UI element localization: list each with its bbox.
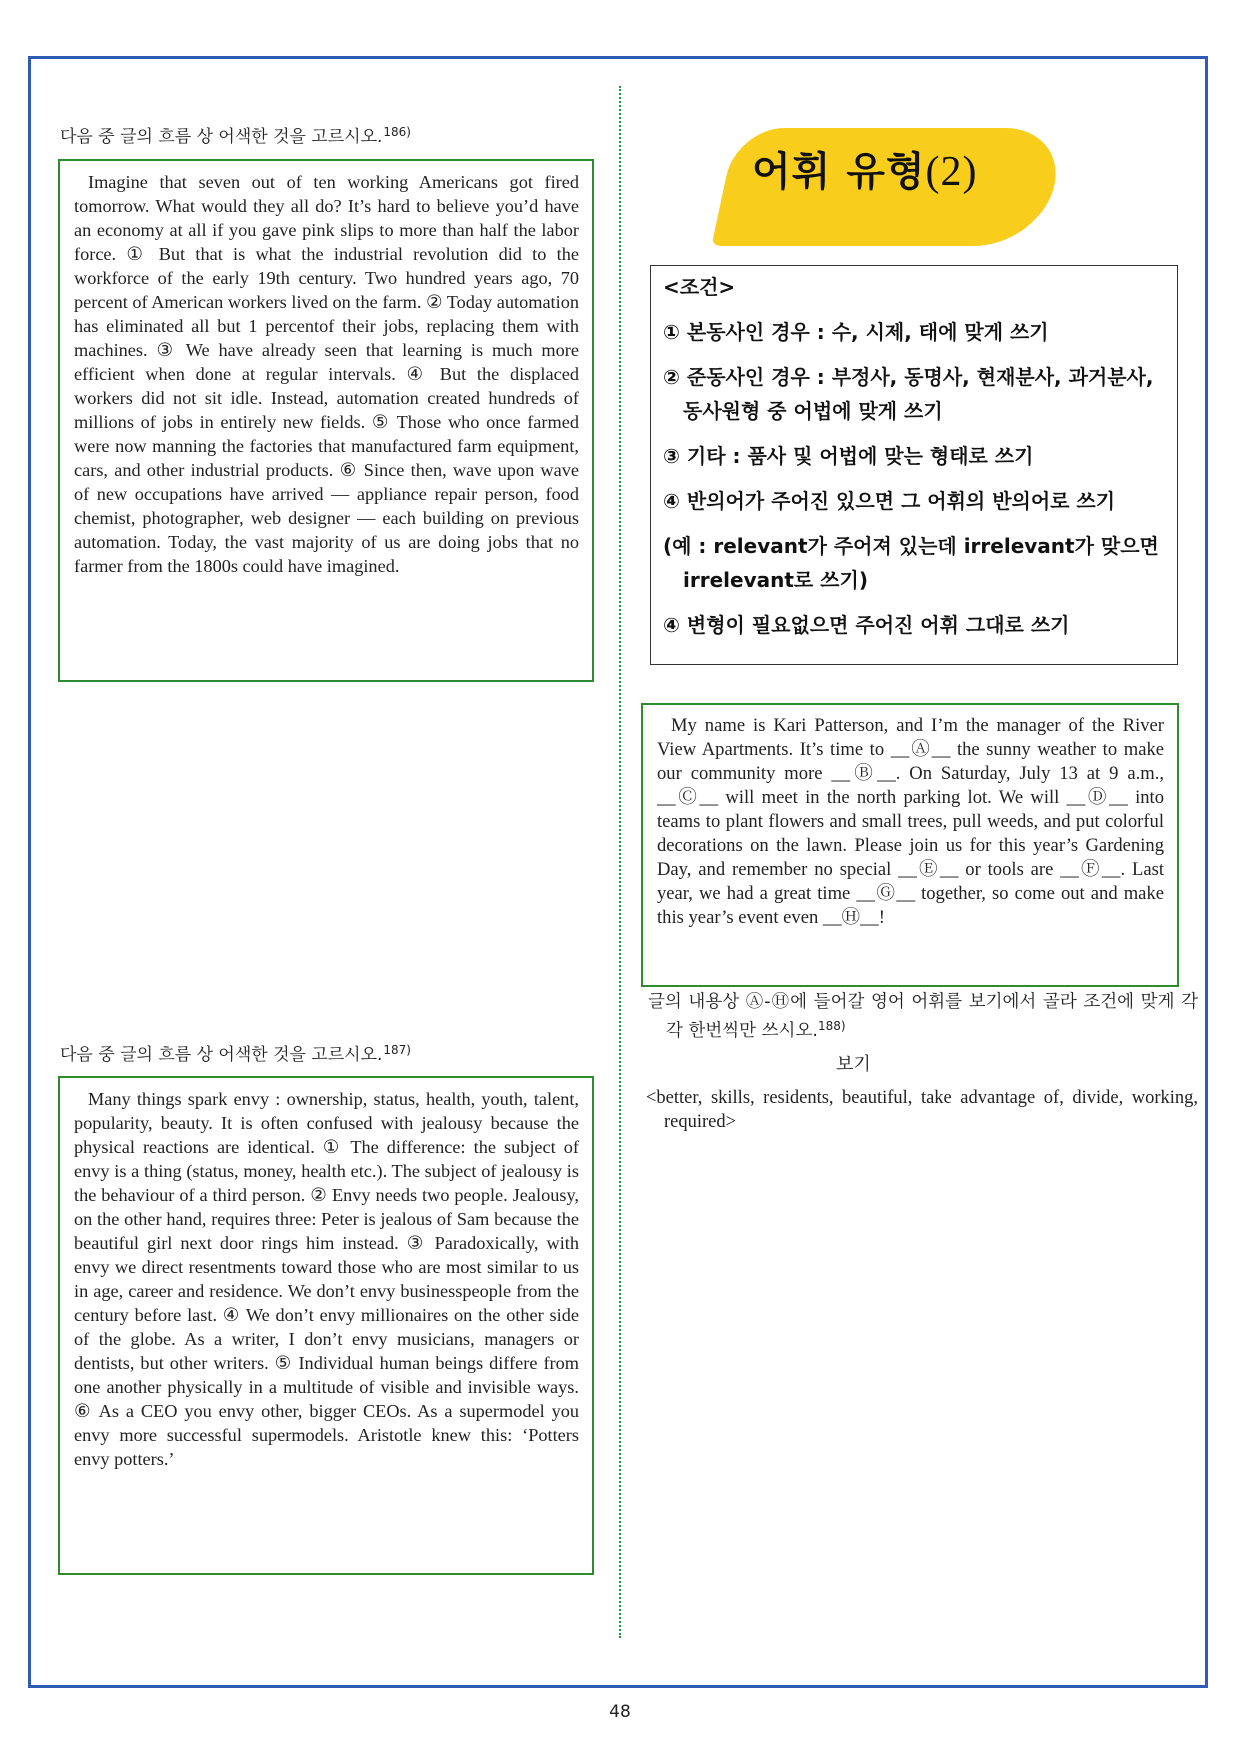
passage-text: Many things spark envy : ownership, status, health, youth, talent, popularity, beauty. It is often confused with jealousy because the physical reactions are identical. ① The difference: the subject of envy is a thing (status, money, health etc.). The subject of jealousy is the behaviour of a third person. ② Envy needs two people. Jealousy, on the other hand, requires three: Peter is jealous of Sam because the beautiful girl next door rings him instead. ③ Paradoxically, with envy we direct resentments toward those who are most similar to us in age, career and residence. We don’t envy businesspeople from the century before last. ④ We don’t envy millionaires on the other side of the globe. As a writer, I don’t envy musicians, managers or dentists, but other writers. ⑤ Individual human beings differe from one another physically in a multitude of visible and invisible ways. ⑥ As a CEO you envy other, bigger CEOs. As a supermodel you envy more successful supermodels. Aristotle knew this: ‘Potters envy potters.’ — [74, 1089, 579, 1469]
column-divider — [619, 86, 621, 1638]
condition-item: ④ 변형이 필요없으면 주어진 어휘 그대로 쓰기 — [663, 613, 1070, 637]
word-bank: <better, skills, residents, beautiful, take advantage of, divide, working, required> — [646, 1088, 1198, 1132]
conditions-header: <조건> — [663, 275, 736, 299]
condition-item: ④ 반의어가 주어진 있으면 그 어휘의 반의어로 쓰기 — [663, 489, 1116, 513]
instruction-text: 글의 내용상 Ⓐ-Ⓗ에 들어갈 영어 어휘를 보기에서 골라 조건에 맞게 각각 한번씩만 쓰시오. — [648, 992, 1198, 1041]
question-188-instruction — [648, 990, 1198, 1043]
footnote-marker: 186) — [383, 125, 411, 139]
question-186-instruction — [60, 122, 411, 147]
footnote-marker: 188) — [817, 1019, 846, 1033]
instruction-text: 다음 중 글의 흐름 상 어색한 것을 고르시오. — [60, 1045, 383, 1065]
instruction-text: 다음 중 글의 흐름 상 어색한 것을 고르시오. — [60, 127, 383, 147]
condition-item: ③ 기타 : 품사 및 어법에 맞는 형태로 쓰기 — [663, 444, 1034, 468]
conditions-box — [650, 265, 1178, 665]
footnote-marker: 187) — [383, 1043, 411, 1057]
condition-example: (예 : relevant가 주어져 있는데 irrelevant가 맞으면 irrelevant로 쓰기) — [663, 534, 1159, 592]
condition-item: ② 준동사인 경우 : 부정사, 동명사, 현재분사, 과거분사, 동사원형 중 어법에 맞게 쓰기 — [663, 365, 1154, 423]
question-188-passage-box — [641, 703, 1179, 987]
passage-text: Imagine that seven out of ten working Americans got fired tomorrow. What would they all do? It’s hard to believe you’d have an economy at all if you gave pink slips to more than half the labor force. ① But that is what the industrial revolution did to the workforce of the early 19th century. Two hundred years ago, 70 percent of American workers lived on the farm. ② Today automation has eliminated all but 1 percentof their jobs, replacing them with machines. ③ We have already seen that learning is much more efficient when done at regular intervals. ④ But the displaced workers did not sit idle. Instead, automation created hundreds of millions of jobs in entirely new fields. ⑤ Those who once farmed were now manning the factories that manufactured farm equipment, cars, and other industrial products. ⑥ Since then, wave upon wave of new occupations have arrived — appliance repair person, food chemist, photographer, web designer — each building on previous automation. Today, the vast majority of us are doing jobs that no farmer from the 1800s could have imagined. — [74, 172, 579, 576]
section-title-number: (2) — [925, 149, 978, 195]
condition-item: ① 본동사인 경우 : 수, 시제, 태에 맞게 쓰기 — [663, 320, 1049, 344]
question-186-passage-box — [58, 159, 594, 682]
section-title-main: 어휘 유형 — [752, 149, 926, 195]
page-number: 48 — [609, 1702, 631, 1722]
question-187-passage-box — [58, 1076, 594, 1575]
passage-text: My name is Kari Patterson, and I’m the manager of the River View Apartments. It’s time to __Ⓐ__ the sunny weather to make our community more __Ⓑ__. On Saturday, July 13 at 9 a.m., __Ⓒ__ will meet in the north parking lot. We will __Ⓓ__ into teams to plant flowers and small trees, pull weeds, and put colorful decorations on the lawn. Please join us for this year’s Gardening Day, and remember no special __Ⓔ__ or tools are __Ⓕ__. Last year, we had a great time __Ⓖ__ together, so come out and make this year’s event even __Ⓗ__! — [657, 715, 1164, 928]
question-187-instruction — [60, 1040, 411, 1065]
section-title — [752, 140, 977, 197]
bogi-label: 보기 — [836, 1054, 871, 1075]
